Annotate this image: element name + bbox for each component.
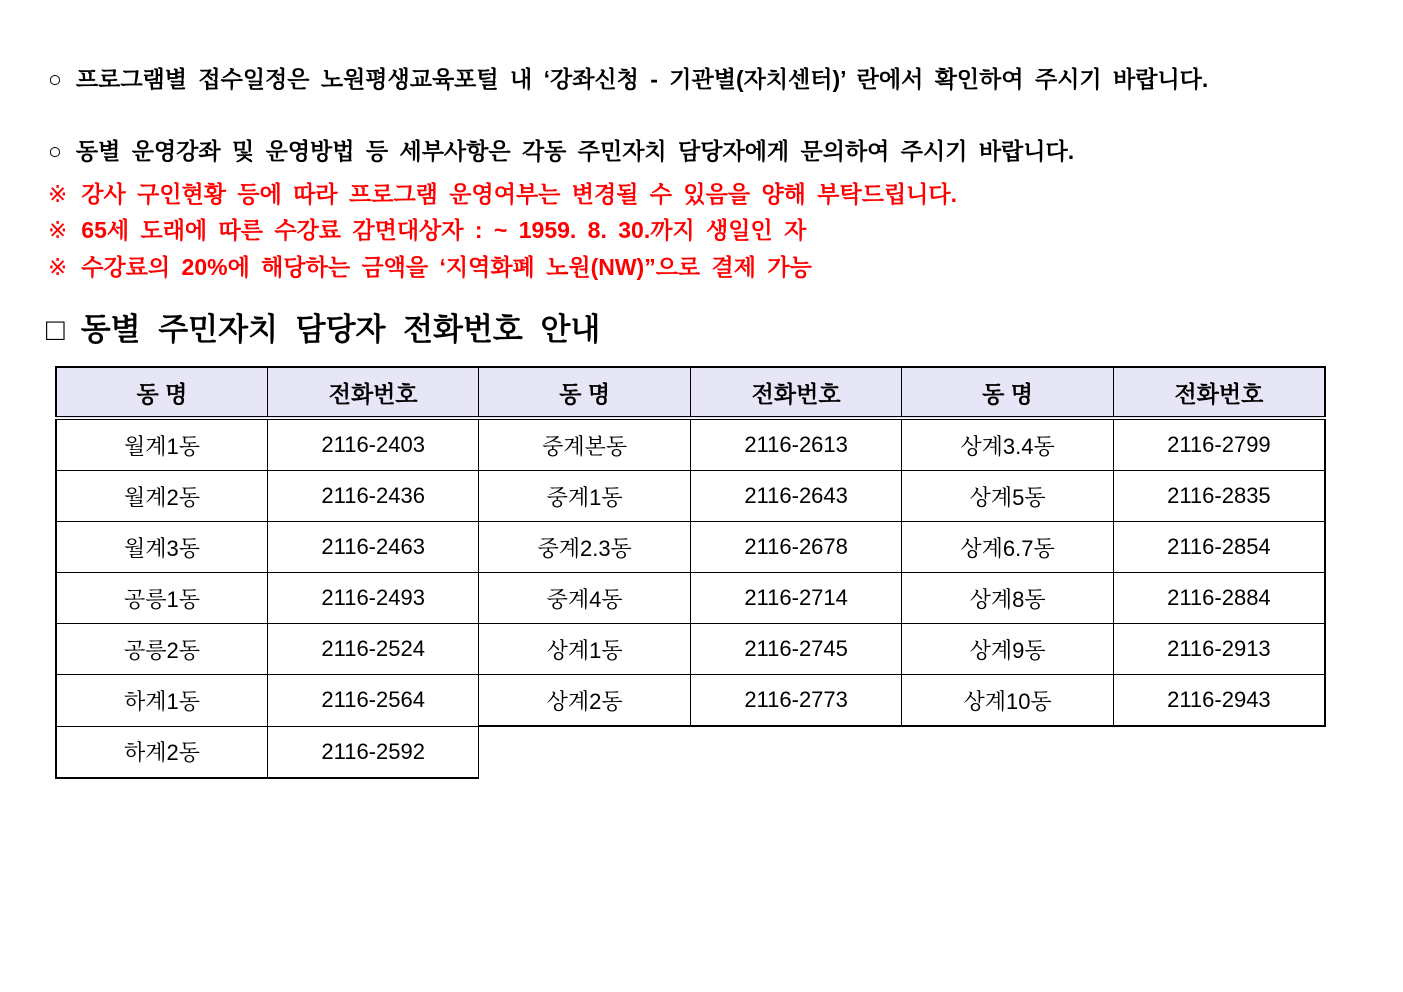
- phone-number-cell: 2116-2745: [690, 624, 902, 675]
- phone-number-cell: 2116-2493: [267, 573, 479, 624]
- dong-name-cell: 공릉2동: [56, 624, 267, 675]
- phone-number-cell: 2116-2678: [690, 522, 902, 573]
- dong-name-cell: 상계3.4동: [902, 418, 1113, 471]
- phone-number-cell: 2116-2773: [690, 675, 902, 727]
- dong-name-cell: 상계5동: [902, 471, 1113, 522]
- dong-name-cell: 상계9동: [902, 624, 1113, 675]
- empty-cell: [690, 726, 902, 778]
- table-row: [56, 726, 1325, 778]
- warning-paragraph: [48, 252, 812, 282]
- column-header-dong: 동 명: [56, 367, 267, 418]
- table-row: [56, 573, 1325, 624]
- notice-text: 동별 운영강좌 및 운영방법 등 세부사항은 각동 주민자치 담당자에게 문의하여 주시기 바랍니다.: [75, 138, 1075, 164]
- dong-name-cell: 월계2동: [56, 471, 267, 522]
- column-header-phone: 전화번호: [690, 367, 902, 418]
- column-header-phone: 전화번호: [1113, 367, 1325, 418]
- column-header-dong: 동 명: [479, 367, 690, 418]
- phone-number-cell: 2116-2592: [267, 726, 479, 778]
- warning-paragraph: [48, 215, 806, 245]
- circle-bullet-icon: ○: [48, 138, 62, 164]
- phone-number-cell: 2116-2613: [690, 418, 902, 471]
- dong-name-cell: 상계1동: [479, 624, 690, 675]
- reference-mark-icon: ※: [48, 217, 68, 243]
- phone-number-cell: 2116-2436: [267, 471, 479, 522]
- dong-name-cell: 하계1동: [56, 675, 267, 727]
- dong-name-cell: 월계1동: [56, 418, 267, 471]
- phone-number-cell: 2116-2564: [267, 675, 479, 727]
- phone-number-cell: 2116-2403: [267, 418, 479, 471]
- section-title: [46, 310, 600, 350]
- dong-name-cell: 공릉1동: [56, 573, 267, 624]
- empty-cell: [902, 726, 1113, 778]
- phone-number-cell: 2116-2714: [690, 573, 902, 624]
- table-row: [56, 522, 1325, 573]
- phone-directory-table: [55, 366, 1326, 779]
- dong-name-cell: 중계4동: [479, 573, 690, 624]
- notice-text: 프로그램별 접수일정은 노원평생교육포털 내 ‘강좌신청 - 기관별(자치센터)’ 란에서 확인하여 주시기 바랍니다.: [75, 66, 1209, 92]
- dong-name-cell: 중계본동: [479, 418, 690, 471]
- phone-number-cell: 2116-2463: [267, 522, 479, 573]
- phone-number-cell: 2116-2854: [1113, 522, 1325, 573]
- notice-paragraph: [48, 64, 1208, 94]
- dong-name-cell: 중계2.3동: [479, 522, 690, 573]
- column-header-phone: 전화번호: [267, 367, 479, 418]
- table-row: [56, 418, 1325, 471]
- notice-paragraph: [48, 136, 1074, 166]
- reference-mark-icon: ※: [48, 254, 68, 280]
- empty-cell: [1113, 726, 1325, 778]
- reference-mark-icon: ※: [48, 181, 68, 207]
- phone-number-cell: 2116-2884: [1113, 573, 1325, 624]
- warning-text: 강사 구인현황 등에 따라 프로그램 운영여부는 변경될 수 있음을 양해 부탁드립니다.: [81, 181, 957, 207]
- square-bullet-icon: □: [46, 312, 65, 347]
- table-row: [56, 624, 1325, 675]
- dong-name-cell: 상계8동: [902, 573, 1113, 624]
- dong-name-cell: 상계2동: [479, 675, 690, 727]
- dong-name-cell: 월계3동: [56, 522, 267, 573]
- section-title-text: 동별 주민자치 담당자 전화번호 안내: [80, 312, 601, 347]
- column-header-dong: 동 명: [902, 367, 1113, 418]
- phone-number-cell: 2116-2835: [1113, 471, 1325, 522]
- warning-text: 65세 도래에 따른 수강료 감면대상자 : ~ 1959. 8. 30.까지 생일인 자: [81, 217, 807, 243]
- phone-number-cell: 2116-2943: [1113, 675, 1325, 727]
- phone-number-cell: 2116-2913: [1113, 624, 1325, 675]
- phone-number-cell: 2116-2799: [1113, 418, 1325, 471]
- phone-directory-table-container: [55, 366, 1326, 779]
- dong-name-cell: 상계6.7동: [902, 522, 1113, 573]
- table-header-row: [56, 367, 1325, 418]
- warning-text: 수강료의 20%에 해당하는 금액을 ‘지역화폐 노원(NW)”으로 결제 가능: [81, 254, 812, 280]
- table-row: [56, 471, 1325, 522]
- phone-number-cell: 2116-2524: [267, 624, 479, 675]
- dong-name-cell: 상계10동: [902, 675, 1113, 727]
- dong-name-cell: 중계1동: [479, 471, 690, 522]
- empty-cell: [479, 726, 690, 778]
- dong-name-cell: 하계2동: [56, 726, 267, 778]
- table-row: [56, 675, 1325, 727]
- warning-paragraph: [48, 179, 957, 209]
- phone-number-cell: 2116-2643: [690, 471, 902, 522]
- circle-bullet-icon: ○: [48, 66, 62, 92]
